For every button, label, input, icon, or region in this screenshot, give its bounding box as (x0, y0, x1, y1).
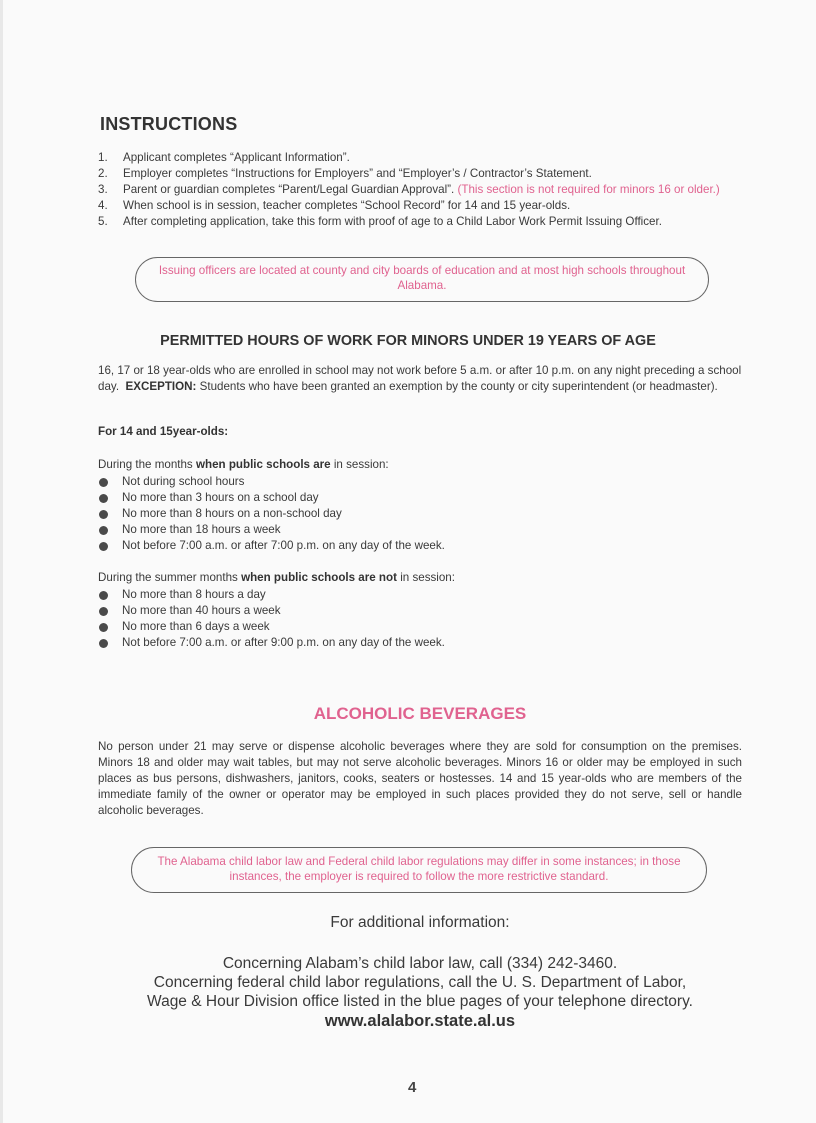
bullet-icon (99, 623, 108, 632)
step-number: 3. (98, 183, 108, 196)
list-item-text: Not before 7:00 a.m. or after 9:00 p.m. on any day of the week. (122, 636, 445, 649)
intro-text: in session: (400, 571, 455, 584)
step-number: 5. (98, 215, 108, 228)
bullet-icon (99, 607, 108, 616)
age-group-subheading: For 14 and 15year-olds: (98, 425, 229, 438)
intro-bold: when public schools are (195, 458, 331, 471)
list-item (98, 619, 445, 635)
permitted-hours-heading: PERMITTED HOURS OF WORK FOR MINORS UNDER 19 YEARS OF AGE (160, 333, 656, 349)
intro-text: During the months (98, 458, 193, 471)
bullet-icon (99, 639, 108, 648)
step-note: (This section is not required for minors 16 or older.) (457, 183, 720, 196)
exception-label: EXCEPTION: (125, 380, 197, 393)
bullet-icon (99, 510, 108, 519)
list-item-text: No more than 18 hours a week (122, 523, 281, 536)
state-contact-line: Concerning Alabam’s child labor law, call (334) 242-3460. (222, 955, 618, 972)
step-text: When school is in session, teacher completes “School Record” for 14 and 15 year-olds. (123, 199, 571, 212)
list-item-text: No more than 8 hours on a non-school day (122, 507, 342, 520)
step-text: After completing application, take this form with proof of age to a Child Labor Work Permit Issuing Officer. (123, 215, 662, 228)
website-link[interactable]: www.alalabor.state.al.us (324, 1012, 516, 1030)
step-text: Employer completes “Instructions for Employers” and “Employer’s / Contractor’s Statement. (123, 167, 592, 180)
list-item (98, 474, 445, 490)
paragraph-text: 16, 17 or 18 year-olds who are enrolled in school may not work before 5 a.m. or after 10 p.m. on any night preceding a school day. (98, 364, 742, 393)
list-item-text: No more than 6 days a week (122, 620, 270, 633)
instruction-step (98, 214, 748, 230)
summer-list (98, 587, 445, 651)
list-item (98, 587, 445, 603)
list-item (98, 635, 445, 651)
instructions-list (98, 150, 748, 230)
summer-intro (98, 571, 455, 584)
list-item (98, 490, 445, 506)
restrictive-standard-callout: The Alabama child labor law and Federal child labor regulations may differ in some instances; in those instances, the employer is required to follow the more restrictive standard. (131, 847, 707, 893)
federal-contact-line: Concerning federal child labor regulations, call the U. S. Department of Labor, (153, 974, 687, 991)
older-minors-paragraph (98, 363, 743, 395)
instruction-step (98, 150, 748, 166)
instruction-step (98, 182, 748, 198)
in-session-intro (98, 458, 389, 471)
step-number: 4. (98, 199, 108, 212)
paragraph-text: Students who have been granted an exemption by the county or city superintendent (or headmaster). (199, 380, 718, 393)
directory-line: Wage & Hour Division office listed in the blue pages of your telephone directory. (147, 993, 693, 1010)
list-item-text: No more than 8 hours a day (122, 588, 266, 601)
issuing-officers-callout: Issuing officers are located at county and city boards of education and at most high schools throughout Alabama. (135, 257, 709, 302)
list-item-text: Not before 7:00 a.m. or after 7:00 p.m. on any day of the week. (122, 539, 445, 552)
bullet-icon (99, 542, 108, 551)
in-session-list (98, 474, 445, 554)
instructions-heading: INSTRUCTIONS (100, 114, 238, 134)
intro-bold: when public schools are not (241, 571, 397, 584)
step-text: Applicant completes “Applicant Information”. (123, 151, 350, 164)
list-item (98, 603, 445, 619)
alcohol-paragraph: No person under 21 may serve or dispense alcoholic beverages where they are sold for consumption on the premises. Minors 18 and older may wait tables, but may not serve alcoholic beverages. Minors 16 or older may be employed in such places as bus persons, dishwashers, janitors, cooks, seaters or hostesses. 14 and 15 year-olds who are members of the immediate family of the owner or operator may be employed in such places provided they do not serve, sell or handle alcoholic beverages. (98, 740, 742, 817)
step-number: 1. (98, 151, 108, 164)
alcoholic-beverages-heading: ALCOHOLIC BEVERAGES (313, 704, 527, 723)
bullet-icon (99, 526, 108, 535)
step-number: 2. (98, 167, 108, 180)
additional-info-heading: For additional information: (330, 914, 510, 931)
instruction-step (98, 198, 748, 214)
step-text-wrapper (123, 182, 748, 198)
list-item-text: No more than 3 hours on a school day (122, 491, 319, 504)
list-item (98, 538, 445, 554)
list-item-text: Not during school hours (122, 475, 245, 488)
list-item (98, 522, 445, 538)
list-item (98, 506, 445, 522)
instruction-step (98, 166, 748, 182)
bullet-icon (99, 478, 108, 487)
bullet-icon (99, 494, 108, 503)
step-text: Parent or guardian completes “Parent/Legal Guardian Approval”. (123, 183, 455, 196)
list-item-text: No more than 40 hours a week (122, 604, 281, 617)
intro-text: in session: (333, 458, 389, 471)
intro-text: During the summer months (98, 571, 238, 584)
page-number: 4 (408, 1079, 417, 1096)
bullet-icon (99, 591, 108, 600)
